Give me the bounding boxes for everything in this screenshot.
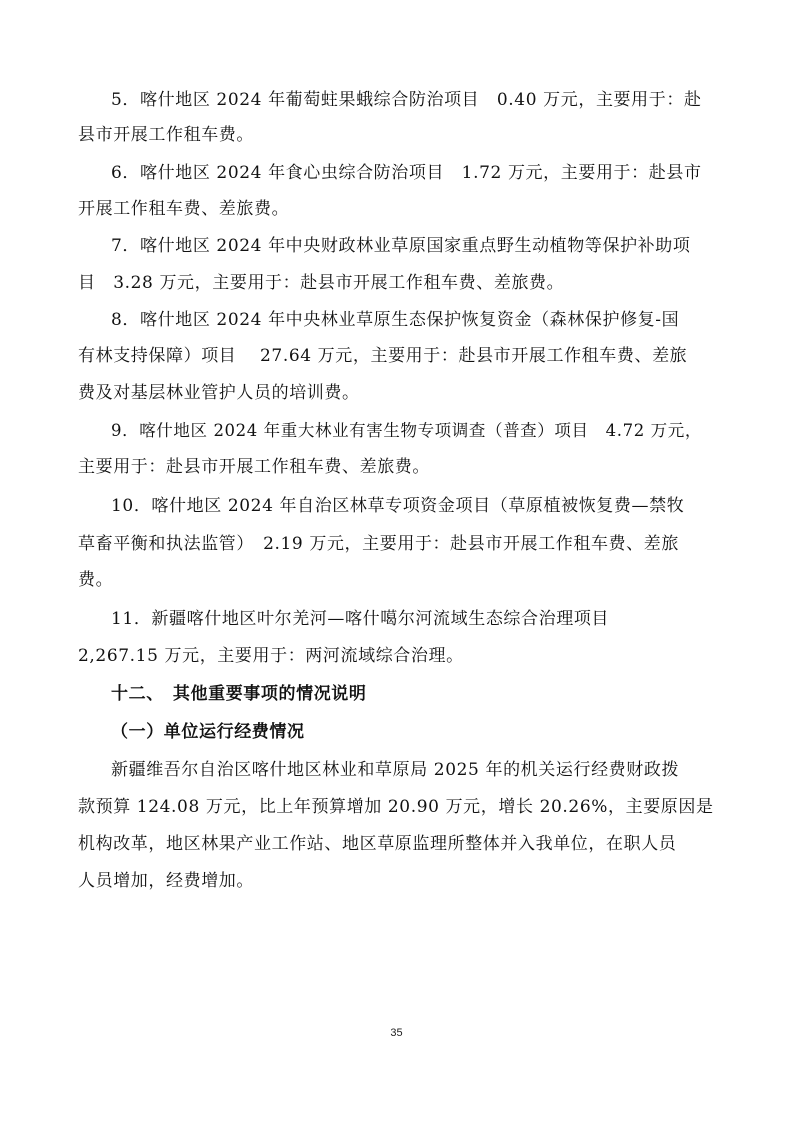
item-6-line-2: 开展工作租车费、差旅费。 (78, 199, 290, 219)
item-8-line-2: 有林支持保障）项目 27.64 万元，主要用于：赴县市开展工作租车费、差旅 (78, 346, 688, 366)
item-10-line-3: 费。 (78, 570, 114, 590)
page-number: 35 (390, 1027, 403, 1039)
item-11-line-1: 11．新疆喀什地区叶尔羌河—喀什噶尔河流域生态综合治理项目 (111, 609, 610, 629)
item-7-line-1: 7．喀什地区 2024 年中央财政林业草原国家重点野生动植物等保护补助项 (111, 236, 691, 256)
body-line-3: 机构改革，地区林果产业工作站、地区草原监理所整体并入我单位，在职人员 (78, 834, 677, 854)
item-10-line-1: 10．喀什地区 2024 年自治区林草专项资金项目（草原植被恢复费—禁牧 (111, 496, 685, 516)
item-10-line-2: 草畜平衡和执法监管） 2.19 万元，主要用于：赴县市开展工作租车费、差旅 (78, 534, 679, 554)
item-11-line-2: 2,267.15 万元，主要用于：两河流域综合治理。 (78, 646, 464, 666)
item-8-line-1: 8．喀什地区 2024 年中央林业草原生态保护恢复资金（森林保护修复-国 (111, 310, 680, 330)
item-5-line-1: 5．喀什地区 2024 年葡萄蛀果蛾综合防治项目 0.40 万元，主要用于：赴 (111, 90, 702, 110)
section-heading: 十二、 其他重要事项的情况说明 (111, 684, 367, 704)
item-5-line-2: 县市开展工作租车费。 (78, 125, 254, 145)
item-9-line-1: 9．喀什地区 2024 年重大林业有害生物专项调查（普查）项目 4.72 万元， (111, 421, 702, 440)
item-9-line-2: 主要用于：赴县市开展工作租车费、差旅费。 (78, 457, 430, 477)
sub-heading: （一）单位运行经费情况 (111, 722, 305, 742)
item-6-line-1: 6．喀什地区 2024 年食心虫综合防治项目 1.72 万元，主要用于：赴县市 (111, 163, 702, 183)
body-line-2: 款预算 124.08 万元，比上年预算增加 20.90 万元，增长 20.26%，主要原因是 (78, 797, 714, 817)
item-8-line-3: 费及对基层林业管护人员的培训费。 (78, 383, 360, 403)
body-line-4: 人员增加，经费增加。 (78, 871, 254, 891)
item-7-line-2: 目 3.28 万元，主要用于：赴县市开展工作租车费、差旅费。 (78, 273, 565, 293)
body-line-1: 新疆维吾尔自治区喀什地区林业和草原局 2025 年的机关运行经费财政拨 (111, 760, 680, 780)
